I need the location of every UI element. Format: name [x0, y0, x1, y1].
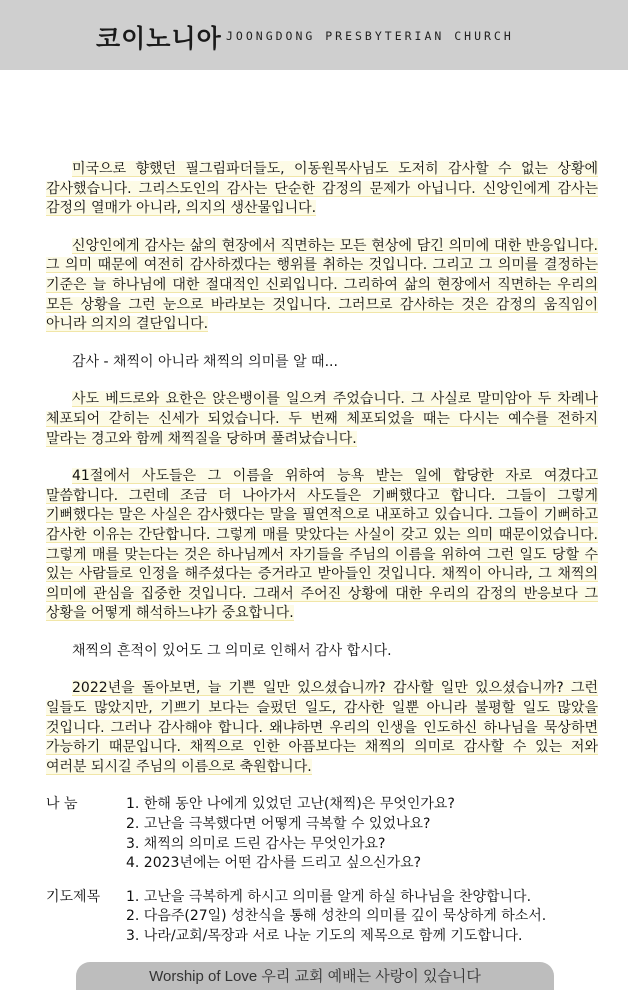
brand-korean: 코이노니아 [96, 24, 222, 53]
paragraph-5: 2022년을 돌아보면, 늘 기쁜 일만 있으셨습니까? 감사할 일만 있으셨습니까? 그런 일들도 많았지만, 기쁘기 보다는 슬펐던 일도, 감사한 일뿐 아니라 불평할 일도 많았을 것입니다. 그러나 감사해야 합니다. 왜냐하면 우리의 인생을 인도하신 하나님을 묵상하면 가능하기 때문입니다. 채찍으로 인한 아픔보다는 채찍의 의미로 감사할 수 있는 저와 여러분 되시길 주님의 이름으로 축원합니다. [46, 680, 598, 775]
sharing-item: 2. 고난을 극복했다면 어떻게 극복할 수 있었나요? [126, 816, 431, 833]
paragraph-4: 41절에서 사도들은 그 이름을 위하여 능욕 받는 일에 합당한 자로 여겼다고 말씀합니다. 그런데 조금 더 나아가서 사도들은 기뻐했다고 합니다. 그들이 그렇게 기뻐했다는 말은 사실은 감사했다는 말을 필연적으로 내포하고 있습니다. 그들이 기뻐하고 감사한 이유는 간단합니다. 그렇게 매를 맞았다는 사실이 갖고 있는 의미 때문이었습니다. 그렇게 매를 맞는다는 것은 하나님께서 자기들을 주님의 이름을 위하여 그런 일도 당할 수 있는 사람들로 인정을 해주셨다는 증거라고 받아들인 것입니다. 채찍이 아니라, 그 채찍의 의미에 관심을 집중한 것입니다. 그래서 주어진 상황에 대한 우리의 감정의 반응보다 그 상황을 어떻게 해석하느냐가 중요합니다. [46, 468, 598, 622]
prayer-section [46, 888, 598, 947]
sharing-item: 4. 2023년에는 어떤 감사를 드리고 싶으신가요? [126, 855, 422, 872]
header-bar [0, 0, 628, 70]
prayer-item: 2. 다음주(27일) 성찬식을 통해 성찬의 의미를 깊이 묵상하게 하소서. [126, 908, 547, 925]
section-heading: 감사 - 채찍이 아니라 채찍의 의미를 알 때... [72, 353, 338, 370]
sharing-label: 나 눔 [46, 796, 78, 813]
sharing-list [126, 795, 598, 873]
exhortation: 채찍의 흔적이 있어도 그 의미로 인해서 감사 합시다. [72, 642, 392, 659]
prayer-list [126, 888, 598, 947]
article-body [46, 160, 598, 961]
paragraph-1: 미국으로 향했던 필그림파더들도, 이동원목사님도 도저히 감사할 수 없는 상황에 감사했습니다. 그리스도인의 감사는 단순한 감정의 문제가 아닙니다. 신앙인에게 감사는 감정의 열매가 아니라, 의지의 생산물입니다. [46, 161, 598, 217]
brand-english: JOONGDONG PRESBYTERIAN CHURCH [226, 29, 514, 43]
sharing-section [46, 795, 598, 873]
prayer-label: 기도제목 [46, 888, 101, 905]
prayer-item: 3. 나라/교회/목장과 서로 나눈 기도의 제목으로 함께 기도합니다. [126, 928, 523, 944]
paragraph-3: 사도 베드로와 요한은 앉은뱅이를 일으켜 주었습니다. 그 사실로 말미암아 두 차례나 체포되어 갇히는 신세가 되었습니다. 두 번째 체포되었을 때는 다시는 예수를 전하지 말라는 경고와 함께 채찍질을 당하며 풀려났습니다. [46, 391, 598, 447]
prayer-item: 1. 고난을 극복하게 하시고 의미를 알게 하실 하나님을 찬양합니다. [126, 888, 532, 905]
sharing-item: 3. 채찍의 의미로 드린 감사는 무엇인가요? [126, 835, 386, 852]
sharing-item: 1. 한해 동안 나에게 있었던 고난(채찍)은 무엇인가요? [126, 796, 455, 813]
footer-banner: Worship of Love 우리 교회 예배는 사랑이 있습니다 [76, 962, 554, 990]
paragraph-2: 신앙인에게 감사는 삶의 현장에서 직면하는 모든 현상에 담긴 의미에 대한 반응입니다. 그 의미 때문에 여전히 감사하겠다는 행위를 취하는 것입니다. 그리고 그 의미를 결정하는 기준은 늘 하나님에 대한 절대적인 신뢰입니다. 그리하여 삶의 현장에서 직면하는 우리의 모든 상황을 그런 눈으로 바라보는 것입니다. 그러므로 감사하는 것은 감정의 움직임이 아니라 의지의 결단입니다. [46, 237, 598, 333]
